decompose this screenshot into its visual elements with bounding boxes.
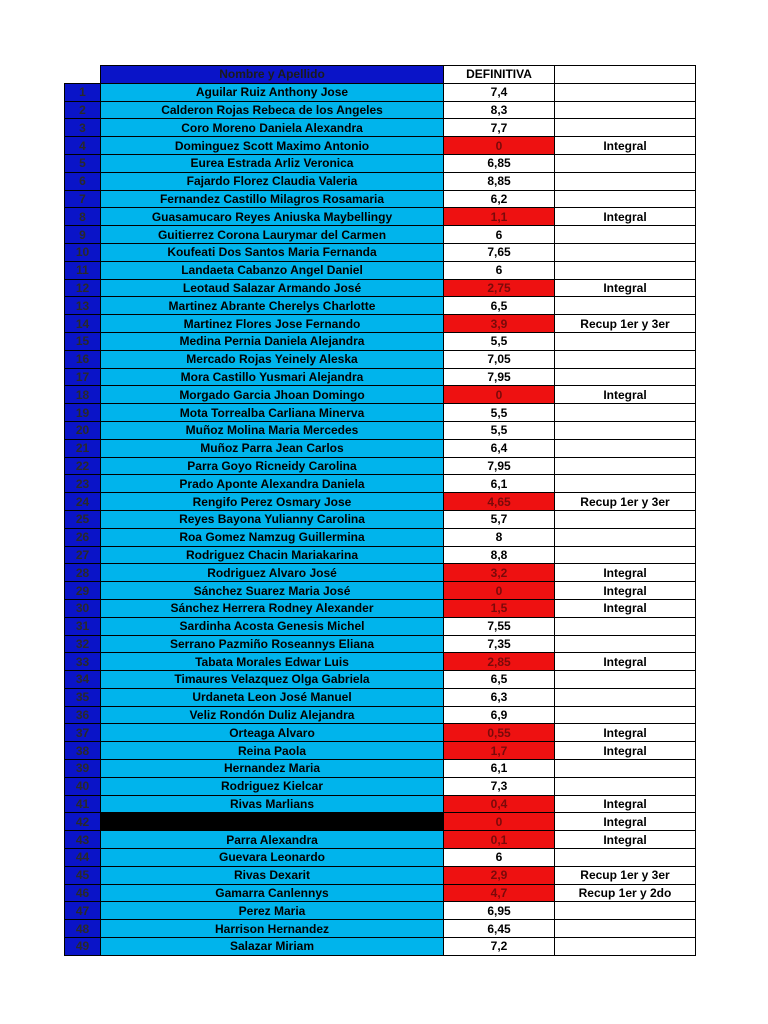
student-name-cell: Parra Goyo Ricneidy Carolina	[101, 457, 444, 475]
observation-cell: Recup 1er y 3er	[555, 493, 696, 511]
grade-cell: 7,3	[444, 777, 555, 795]
student-name-cell: Rodriguez Chacin Mariakarina	[101, 546, 444, 564]
student-name-cell: Landaeta Cabanzo Angel Daniel	[101, 261, 444, 279]
observation-cell	[555, 154, 696, 172]
grade-cell: 6,85	[444, 154, 555, 172]
grade-cell: 5,5	[444, 332, 555, 350]
student-name-cell: Guasamucaro Reyes Aniuska Maybellingy	[101, 208, 444, 226]
student-name-cell: Rodriguez Kielcar	[101, 777, 444, 795]
grade-cell: 7,7	[444, 119, 555, 137]
observation-cell	[555, 528, 696, 546]
table-row	[65, 475, 696, 493]
table-row	[65, 884, 696, 902]
student-name-cell: Mora Castillo Yusmari Alejandra	[101, 368, 444, 386]
row-number-cell: 49	[65, 938, 101, 956]
observation-cell: Integral	[555, 795, 696, 813]
grade-cell: 0	[444, 813, 555, 831]
observation-cell	[555, 920, 696, 938]
student-name-cell: Fernandez Castillo Milagros Rosamaria	[101, 190, 444, 208]
row-number-cell: 9	[65, 226, 101, 244]
student-name-cell: Dominguez Scott Maximo Antonio	[101, 137, 444, 155]
table-row	[65, 101, 696, 119]
student-name-cell: Mercado Rojas Yeinely Aleska	[101, 350, 444, 368]
student-name-cell: Medina Pernia Daniela Alejandra	[101, 332, 444, 350]
grade-cell: 6	[444, 261, 555, 279]
student-name-cell: Mota Torrealba Carliana Minerva	[101, 404, 444, 422]
student-name-cell: Leotaud Salazar Armando José	[101, 279, 444, 297]
table-row	[65, 457, 696, 475]
table-row	[65, 421, 696, 439]
row-number-cell: 47	[65, 902, 101, 920]
grade-cell: 6,95	[444, 902, 555, 920]
grade-cell: 6,4	[444, 439, 555, 457]
student-name-cell: Sánchez Suarez Maria José	[101, 582, 444, 600]
table-row	[65, 528, 696, 546]
table-row	[65, 671, 696, 689]
student-name-cell: Reina Paola	[101, 742, 444, 760]
observation-cell: Integral	[555, 582, 696, 600]
row-number-cell: 15	[65, 332, 101, 350]
grade-cell: 0,1	[444, 831, 555, 849]
grade-cell: 6	[444, 849, 555, 867]
table-row	[65, 172, 696, 190]
student-name-cell: Timaures Velazquez Olga Gabriela	[101, 671, 444, 689]
row-number-cell: 6	[65, 172, 101, 190]
observation-cell: Integral	[555, 386, 696, 404]
grade-cell: 6,5	[444, 297, 555, 315]
row-number-cell: 31	[65, 617, 101, 635]
row-number-cell: 25	[65, 510, 101, 528]
observation-cell	[555, 190, 696, 208]
table-row	[65, 279, 696, 297]
row-number-cell: 14	[65, 315, 101, 333]
row-number-cell: 45	[65, 866, 101, 884]
observation-cell	[555, 172, 696, 190]
grade-cell: 6,45	[444, 920, 555, 938]
row-number-cell: 22	[65, 457, 101, 475]
observation-cell: Integral	[555, 724, 696, 742]
grade-cell: 8,85	[444, 172, 555, 190]
grade-cell: 8,8	[444, 546, 555, 564]
student-name-cell: Martinez Flores Jose Fernando	[101, 315, 444, 333]
table-row	[65, 724, 696, 742]
table-row	[65, 866, 696, 884]
table-row	[65, 119, 696, 137]
row-number-cell: 30	[65, 599, 101, 617]
row-number-cell: 23	[65, 475, 101, 493]
grade-cell: 7,95	[444, 368, 555, 386]
grade-cell: 7,4	[444, 83, 555, 101]
row-number-cell: 17	[65, 368, 101, 386]
student-name-cell: Muñoz Parra Jean Carlos	[101, 439, 444, 457]
observation-cell	[555, 760, 696, 778]
grade-cell: 6,3	[444, 688, 555, 706]
row-number-cell: 41	[65, 795, 101, 813]
table-row	[65, 332, 696, 350]
row-number-cell: 21	[65, 439, 101, 457]
student-name-cell: Orteaga Alvaro	[101, 724, 444, 742]
student-name-cell: Perez Maria	[101, 902, 444, 920]
grade-cell: 7,35	[444, 635, 555, 653]
row-number-cell: 11	[65, 261, 101, 279]
grade-cell: 1,5	[444, 599, 555, 617]
table-row	[65, 83, 696, 101]
table-row	[65, 404, 696, 422]
table-row	[65, 190, 696, 208]
observation-cell	[555, 101, 696, 119]
table-row	[65, 582, 696, 600]
row-number-cell: 18	[65, 386, 101, 404]
grades-table	[64, 65, 696, 956]
observation-cell	[555, 332, 696, 350]
observation-cell	[555, 849, 696, 867]
grade-cell: 6,5	[444, 671, 555, 689]
observation-cell: Integral	[555, 831, 696, 849]
grade-cell: 0	[444, 137, 555, 155]
observation-cell: Integral	[555, 653, 696, 671]
header-name-cell: Nombre y Apellido	[101, 66, 444, 84]
student-name-cell: Morgado Garcia Jhoan Domingo	[101, 386, 444, 404]
observation-cell	[555, 226, 696, 244]
observation-cell: Integral	[555, 279, 696, 297]
table-row	[65, 261, 696, 279]
grade-cell: 6	[444, 226, 555, 244]
grade-cell: 7,55	[444, 617, 555, 635]
observation-cell	[555, 546, 696, 564]
grade-cell: 5,5	[444, 404, 555, 422]
grade-cell: 0,55	[444, 724, 555, 742]
row-number-cell: 27	[65, 546, 101, 564]
table-row	[65, 688, 696, 706]
row-number-cell: 39	[65, 760, 101, 778]
table-row	[65, 564, 696, 582]
observation-cell	[555, 777, 696, 795]
student-name-cell: Parra Alexandra	[101, 831, 444, 849]
table-row	[65, 777, 696, 795]
row-number-cell: 20	[65, 421, 101, 439]
row-number-cell: 2	[65, 101, 101, 119]
observation-cell	[555, 297, 696, 315]
student-name-cell: Serrano Pazmiño Roseannys Eliana	[101, 635, 444, 653]
grade-cell: 6,9	[444, 706, 555, 724]
student-name-cell: Martinez Abrante Cherelys Charlotte	[101, 297, 444, 315]
table-row	[65, 439, 696, 457]
row-number-cell: 34	[65, 671, 101, 689]
table-row	[65, 742, 696, 760]
grade-cell: 1,7	[444, 742, 555, 760]
student-name-cell: Sardinha Acosta Genesis Michel	[101, 617, 444, 635]
observation-cell: Integral	[555, 137, 696, 155]
grade-cell: 0,4	[444, 795, 555, 813]
row-number-cell: 8	[65, 208, 101, 226]
student-name-cell: Fajardo Florez Claudia Valeria	[101, 172, 444, 190]
row-number-cell: 19	[65, 404, 101, 422]
header-row	[65, 66, 696, 84]
student-name-cell: Calderon Rojas Rebeca de los Angeles	[101, 101, 444, 119]
table-row	[65, 902, 696, 920]
row-number-cell: 35	[65, 688, 101, 706]
student-name-cell: Rengifo Perez Osmary Jose	[101, 493, 444, 511]
row-number-cell: 36	[65, 706, 101, 724]
table-row	[65, 795, 696, 813]
student-name-cell: Roa Gomez Namzug Guillermina	[101, 528, 444, 546]
student-name-cell: Reyes Bayona Yulianny Carolina	[101, 510, 444, 528]
table-row	[65, 938, 696, 956]
table-row	[65, 653, 696, 671]
student-name-cell: Salazar Miriam	[101, 938, 444, 956]
observation-cell	[555, 635, 696, 653]
row-number-cell: 7	[65, 190, 101, 208]
student-name-cell: Prado Aponte Alexandra Daniela	[101, 475, 444, 493]
header-number-cell	[65, 66, 101, 84]
student-name-cell: Muñoz Molina Maria Mercedes	[101, 421, 444, 439]
table-row	[65, 510, 696, 528]
grade-cell: 1,1	[444, 208, 555, 226]
observation-cell	[555, 938, 696, 956]
row-number-cell: 12	[65, 279, 101, 297]
student-name-cell: Harrison Hernandez	[101, 920, 444, 938]
observation-cell	[555, 421, 696, 439]
grade-cell: 6,1	[444, 760, 555, 778]
row-number-cell: 46	[65, 884, 101, 902]
observation-cell: Integral	[555, 599, 696, 617]
row-number-cell: 1	[65, 83, 101, 101]
grade-cell: 0	[444, 386, 555, 404]
observation-cell	[555, 510, 696, 528]
observation-cell	[555, 475, 696, 493]
student-name-cell: Gamarra Canlennys	[101, 884, 444, 902]
student-name-cell: Coro Moreno Daniela Alexandra	[101, 119, 444, 137]
grade-cell: 5,7	[444, 510, 555, 528]
observation-cell: Recup 1er y 3er	[555, 315, 696, 333]
observation-cell	[555, 902, 696, 920]
observation-cell	[555, 368, 696, 386]
header-grade-cell: DEFINITIVA	[444, 66, 555, 84]
row-number-cell: 33	[65, 653, 101, 671]
table-row	[65, 813, 696, 831]
table-row	[65, 137, 696, 155]
row-number-cell: 5	[65, 154, 101, 172]
row-number-cell: 24	[65, 493, 101, 511]
grade-cell: 6,2	[444, 190, 555, 208]
table-row	[65, 831, 696, 849]
grade-cell: 3,2	[444, 564, 555, 582]
student-name-cell: Koufeati Dos Santos Maria Fernanda	[101, 243, 444, 261]
table-row	[65, 386, 696, 404]
observation-cell: Integral	[555, 742, 696, 760]
observation-cell	[555, 706, 696, 724]
observation-cell	[555, 404, 696, 422]
row-number-cell: 42	[65, 813, 101, 831]
table-row	[65, 368, 696, 386]
grade-cell: 8	[444, 528, 555, 546]
student-name-cell: Eurea Estrada Arliz Veronica	[101, 154, 444, 172]
student-name-cell: Hernandez Maria	[101, 760, 444, 778]
student-name-cell: Veliz Rondón Duliz Alejandra	[101, 706, 444, 724]
row-number-cell: 26	[65, 528, 101, 546]
table-row	[65, 208, 696, 226]
student-name-cell: Rodriguez Alvaro José	[101, 564, 444, 582]
table-row	[65, 617, 696, 635]
grade-cell: 4,7	[444, 884, 555, 902]
grade-cell: 2,85	[444, 653, 555, 671]
student-name-cell: Sánchez Herrera Rodney Alexander	[101, 599, 444, 617]
row-number-cell: 4	[65, 137, 101, 155]
row-number-cell: 10	[65, 243, 101, 261]
row-number-cell: 37	[65, 724, 101, 742]
table-row	[65, 226, 696, 244]
observation-cell	[555, 261, 696, 279]
grade-cell: 3,9	[444, 315, 555, 333]
grade-cell: 7,95	[444, 457, 555, 475]
table-row	[65, 493, 696, 511]
observation-cell: Recup 1er y 2do	[555, 884, 696, 902]
row-number-cell: 43	[65, 831, 101, 849]
observation-cell: Recup 1er y 3er	[555, 866, 696, 884]
grade-cell: 5,5	[444, 421, 555, 439]
student-name-cell: Guitierrez Corona Laurymar del Carmen	[101, 226, 444, 244]
grade-cell: 4,65	[444, 493, 555, 511]
table-row	[65, 635, 696, 653]
observation-cell	[555, 617, 696, 635]
observation-cell	[555, 350, 696, 368]
student-name-cell: Urdaneta Leon José Manuel	[101, 688, 444, 706]
observation-cell	[555, 119, 696, 137]
observation-cell	[555, 457, 696, 475]
row-number-cell: 48	[65, 920, 101, 938]
table-row	[65, 297, 696, 315]
grade-cell: 8,3	[444, 101, 555, 119]
row-number-cell: 38	[65, 742, 101, 760]
row-number-cell: 29	[65, 582, 101, 600]
grade-cell: 2,75	[444, 279, 555, 297]
grade-cell: 7,65	[444, 243, 555, 261]
table-row	[65, 599, 696, 617]
observation-cell	[555, 688, 696, 706]
row-number-cell: 3	[65, 119, 101, 137]
table-row	[65, 920, 696, 938]
student-name-cell: Rivas Dexarit	[101, 866, 444, 884]
grade-cell: 7,2	[444, 938, 555, 956]
table-row	[65, 760, 696, 778]
observation-cell	[555, 83, 696, 101]
table-row	[65, 546, 696, 564]
row-number-cell: 40	[65, 777, 101, 795]
observation-cell	[555, 671, 696, 689]
redacted-name-cell	[101, 813, 444, 831]
grade-cell: 0	[444, 582, 555, 600]
table-row	[65, 243, 696, 261]
student-name-cell: Tabata Morales Edwar Luis	[101, 653, 444, 671]
observation-cell	[555, 243, 696, 261]
row-number-cell: 28	[65, 564, 101, 582]
grade-cell: 7,05	[444, 350, 555, 368]
student-name-cell: Aguilar Ruiz Anthony Jose	[101, 83, 444, 101]
observation-cell: Integral	[555, 813, 696, 831]
table-row	[65, 315, 696, 333]
grade-cell: 2,9	[444, 866, 555, 884]
table-row	[65, 706, 696, 724]
student-name-cell: Guevara Leonardo	[101, 849, 444, 867]
student-name-cell: Rivas Marlians	[101, 795, 444, 813]
table-row	[65, 154, 696, 172]
observation-cell	[555, 439, 696, 457]
header-observation-cell	[555, 66, 696, 84]
row-number-cell: 16	[65, 350, 101, 368]
observation-cell: Integral	[555, 208, 696, 226]
table-row	[65, 350, 696, 368]
observation-cell: Integral	[555, 564, 696, 582]
row-number-cell: 32	[65, 635, 101, 653]
row-number-cell: 44	[65, 849, 101, 867]
row-number-cell: 13	[65, 297, 101, 315]
grade-cell: 6,1	[444, 475, 555, 493]
table-row	[65, 849, 696, 867]
